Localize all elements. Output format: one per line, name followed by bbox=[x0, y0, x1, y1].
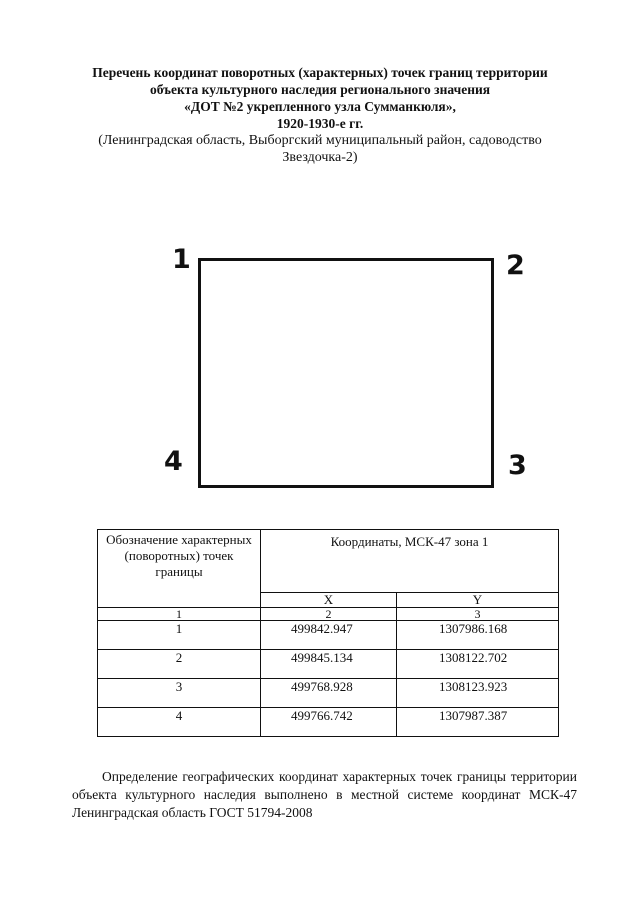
y-cell: 1307987.387 bbox=[396, 708, 558, 737]
point-cell: 1 bbox=[98, 621, 261, 650]
location-line: (Ленинградская область, Выборгский муниципальный район, садоводство bbox=[98, 133, 542, 148]
document-title bbox=[60, 64, 580, 166]
column-index: 2 bbox=[261, 608, 397, 621]
y-cell: 1308122.702 bbox=[396, 650, 558, 679]
table-row bbox=[98, 650, 559, 679]
table-row bbox=[98, 621, 559, 650]
title-line: «ДОТ №2 укрепленного узла Сумманкюля», bbox=[184, 99, 456, 114]
x-cell: 499766.742 bbox=[261, 708, 397, 737]
title-line: объекта культурного наследия регионального значения bbox=[149, 82, 491, 97]
point-cell: 3 bbox=[98, 679, 261, 708]
header-designation: Обозначение характерных (поворотных) точек границы bbox=[98, 530, 261, 608]
x-cell: 499842.947 bbox=[261, 621, 397, 650]
title-line: Перечень координат поворотных (характерных) точек границ территории bbox=[92, 65, 548, 80]
header-coordinates: Координаты, МСК-47 зона 1 bbox=[261, 530, 559, 593]
point-label-1: 1 bbox=[172, 244, 191, 275]
coordinates-table bbox=[97, 529, 559, 737]
y-cell: 1308123.923 bbox=[396, 679, 558, 708]
table-row bbox=[98, 708, 559, 737]
point-label-4: 4 bbox=[164, 446, 183, 477]
table-row bbox=[98, 679, 559, 708]
y-cell: 1307986.168 bbox=[396, 621, 558, 650]
boundary-scheme bbox=[160, 240, 540, 500]
x-cell: 499845.134 bbox=[261, 650, 397, 679]
footer-text: Определение географических координат характерных точек границы территории объекта культурного наследия выполнено в местной системе координат МСК-47 Ленинградская область ГОСТ 51794-2008 bbox=[72, 769, 577, 820]
location-line: Звездочка-2) bbox=[282, 150, 358, 165]
footer-note bbox=[72, 768, 577, 822]
column-index: 3 bbox=[396, 608, 558, 621]
point-label-3: 3 bbox=[508, 450, 527, 481]
point-cell: 2 bbox=[98, 650, 261, 679]
header-y: Y bbox=[396, 593, 558, 608]
header-x: X bbox=[261, 593, 397, 608]
boundary-rectangle bbox=[198, 258, 494, 488]
x-cell: 499768.928 bbox=[261, 679, 397, 708]
point-cell: 4 bbox=[98, 708, 261, 737]
column-index: 1 bbox=[98, 608, 261, 621]
title-line: 1920-1930-е гг. bbox=[276, 116, 364, 131]
point-label-2: 2 bbox=[506, 250, 525, 281]
